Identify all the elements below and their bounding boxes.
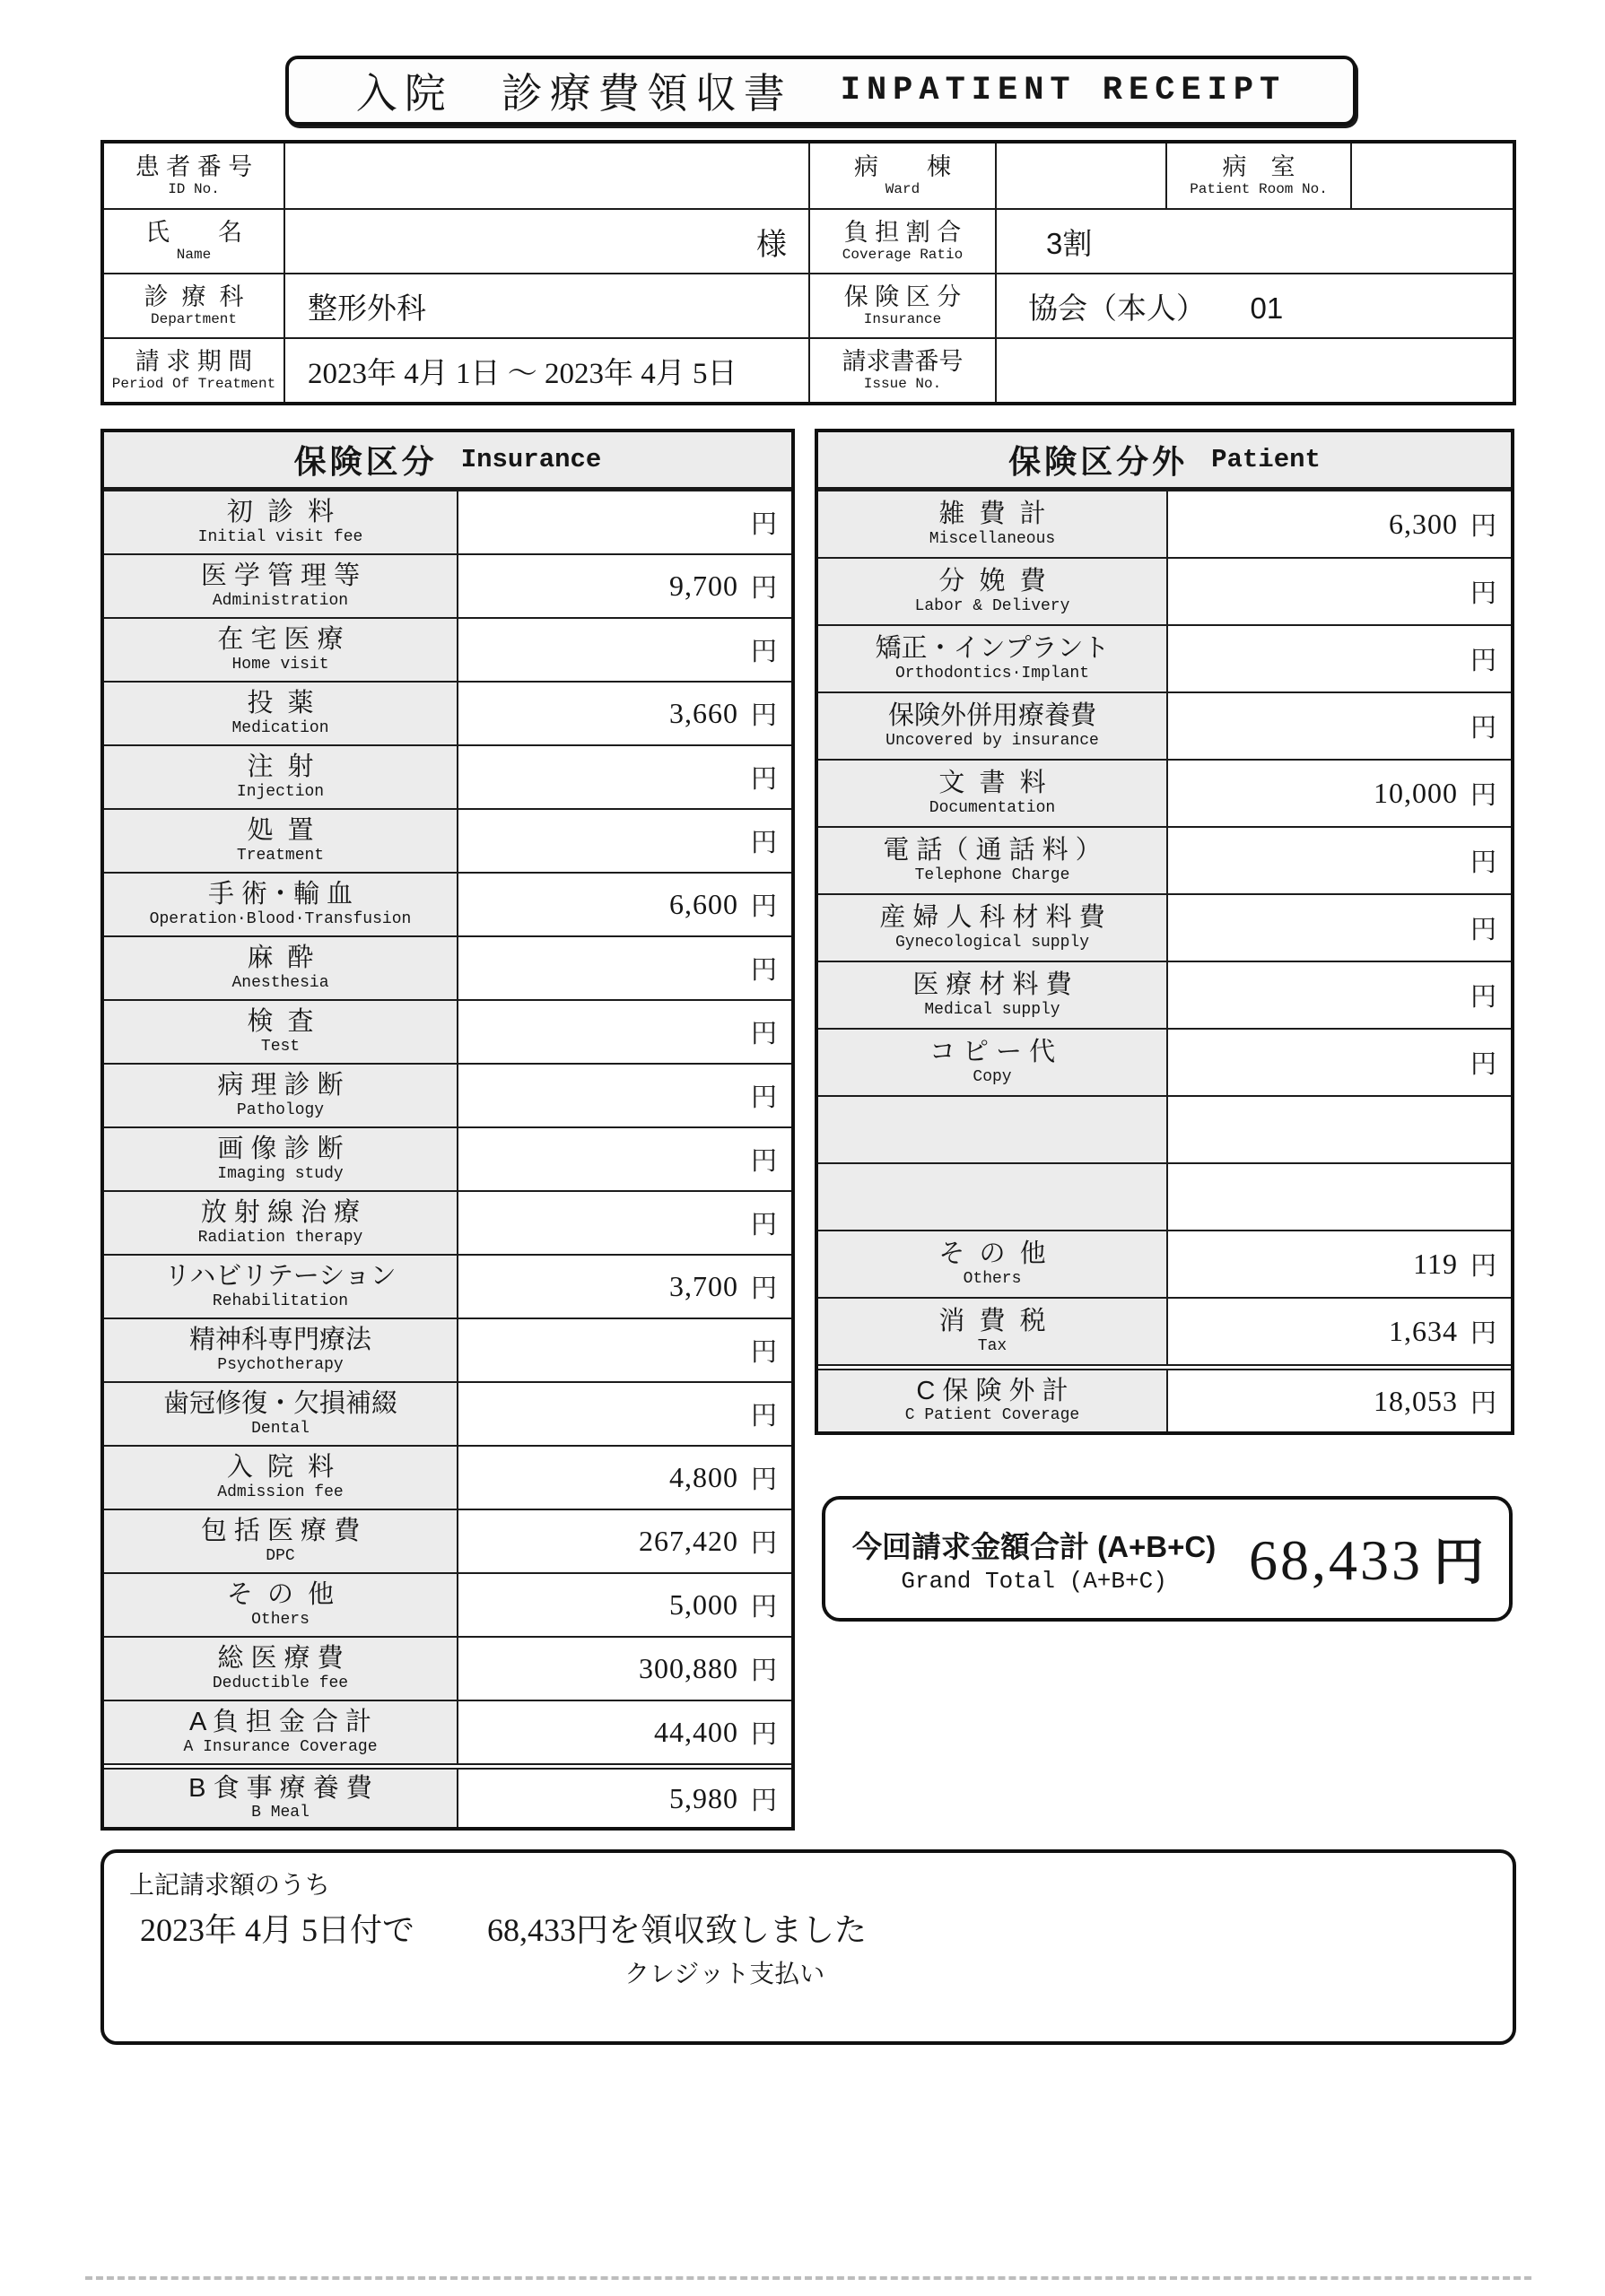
fee-row-amount: 6,300: [1388, 508, 1458, 540]
fee-row-label-en: Admission fee: [217, 1483, 344, 1501]
fee-row-value: [458, 1319, 791, 1381]
fee-row-unit: 円: [1470, 1319, 1496, 1348]
period-value: 2023年 4月 1日 ～ 2023年 4月 5日: [283, 339, 808, 402]
fee-row-label-jp: 注 射: [247, 752, 314, 782]
patient-fee-table: [815, 429, 1514, 1435]
fee-row-value: [458, 746, 791, 808]
fee-row-label: [818, 1164, 1168, 1230]
fee-row-value: [458, 1447, 791, 1509]
fee-row: [104, 1509, 791, 1572]
fee-row: [104, 744, 791, 808]
issue-no-label: [808, 339, 995, 402]
fee-row-label-jp: 在 宅 医 療: [217, 625, 344, 655]
department-label-en: Department: [150, 310, 237, 327]
fee-row-unit: 円: [1470, 579, 1496, 608]
insurance-fee-table: [100, 429, 795, 1831]
fee-row-unit: 円: [1470, 983, 1496, 1012]
fee-row-label-jp: 病 理 診 断: [217, 1071, 344, 1100]
fee-row-value: [458, 683, 791, 744]
fee-row: [818, 1297, 1511, 1364]
receipt-title-jp: 入院 診療費領収書: [355, 71, 792, 117]
fee-row-unit: 円: [750, 1020, 777, 1048]
receipt-note-line1: 上記請求額のうち: [129, 1872, 331, 1900]
fee-row-label-jp: リハビリテーション: [164, 1262, 397, 1292]
fee-row-unit: 円: [1470, 1252, 1496, 1281]
fee-row-label-en: Radiation therapy: [197, 1228, 363, 1247]
fee-row: [104, 1063, 791, 1126]
fee-row: [104, 1572, 791, 1636]
fee-row-label-jp: 保険外併用療養費: [887, 701, 1096, 731]
fee-row-label-jp: 放 射 線 治 療: [200, 1198, 361, 1228]
grand-total-box: [822, 1496, 1513, 1622]
fee-row-label: [818, 761, 1168, 826]
fee-row-label: [104, 683, 458, 744]
fee-row-label: [818, 1030, 1168, 1095]
fee-row-value: [458, 1701, 791, 1763]
fee-row-unit: 円: [750, 1465, 777, 1494]
fee-row-label: [818, 1299, 1168, 1364]
fee-row-unit: 円: [1470, 916, 1496, 944]
insurance-fee-table-title-en: Insurance: [460, 445, 602, 474]
fee-row-label-en: B Meal: [251, 1804, 310, 1822]
fee-row-label: [818, 962, 1168, 1028]
fee-row-value: [1168, 1299, 1511, 1364]
fee-row-value: [1168, 491, 1511, 557]
patient-fee-table-header: [818, 432, 1511, 490]
fee-row-label: [104, 937, 458, 999]
grand-total-amount-value: 68,433: [1249, 1528, 1423, 1592]
patient-info-row-4: [104, 337, 1513, 402]
fee-row-label-en: Anesthesia: [231, 973, 329, 992]
department-value: 整形外科: [283, 274, 808, 337]
grand-total-amount: [1249, 1523, 1484, 1595]
patient-fee-table-title-en: Patient: [1211, 445, 1321, 474]
fee-row-unit: 円: [750, 892, 777, 921]
fee-row-label-en: DPC: [266, 1546, 295, 1565]
fee-row-label-jp: 医 学 管 理 等: [200, 561, 361, 591]
fee-row-unit: 円: [750, 765, 777, 794]
fee-row-label-en: Tax: [977, 1336, 1007, 1355]
fee-row-amount: 6,600: [668, 888, 738, 920]
fee-row-unit: 円: [750, 1402, 777, 1431]
fee-row-label: [818, 828, 1168, 893]
fee-row-label-jp: 分 娩 費: [938, 567, 1046, 596]
patient-id-value: [283, 144, 808, 208]
fee-row-value: [1168, 1164, 1511, 1230]
insurance-fee-table-header: [104, 432, 791, 490]
fee-row-label-en: Administration: [212, 591, 349, 610]
fee-row-label-en: Labor & Delivery: [914, 596, 1070, 615]
fee-row: [818, 893, 1511, 961]
fee-row-label-en: Home visit: [231, 655, 329, 674]
fee-row-label-jp: 文 書 料: [938, 769, 1046, 798]
period-label-jp: 請 求 期 間: [135, 348, 253, 376]
fee-row-label: [104, 619, 458, 681]
fee-row-unit: 円: [1470, 512, 1496, 541]
fee-row-label-en: Others: [251, 1610, 310, 1629]
insurance-type-label-en: Insurance: [863, 310, 942, 327]
receipt-note-amount: 68,433円を領収致しました: [487, 1912, 868, 1948]
period-label-en: Period Of Treatment: [111, 375, 276, 392]
coverage-ratio-label: [808, 210, 995, 273]
patient-id-label-jp: 患 者 番 号: [135, 153, 253, 181]
department-label: [104, 274, 283, 337]
name-label: [104, 210, 283, 273]
fee-row-label-jp: そ の 他: [938, 1239, 1046, 1269]
insurance-type-label-jp: 保 険 区 分: [843, 283, 962, 311]
fee-row: [104, 1318, 791, 1381]
issue-no-label-jp: 請求書番号: [842, 348, 964, 376]
fee-row-label-en: Uncovered by insurance: [885, 731, 1099, 750]
fee-row-label-jp: 医 療 材 料 費: [912, 970, 1072, 1000]
fee-row: [104, 935, 791, 999]
fee-row-label-jp: 処 置: [247, 816, 314, 846]
fee-row-unit: 円: [1470, 1388, 1496, 1418]
fee-row-amount: 4,800: [668, 1461, 738, 1493]
fee-row-value: [458, 491, 791, 553]
fee-row: [818, 961, 1511, 1028]
fee-row-unit: 円: [750, 1720, 777, 1749]
fee-row-label: [104, 874, 458, 935]
fee-row-unit: 円: [750, 638, 777, 666]
fee-row-label-jp: A 負 担 金 合 計: [188, 1708, 372, 1737]
patient-id-label: [104, 144, 283, 208]
fee-row-label-jp: 入 院 料: [226, 1453, 335, 1483]
fee-row-label-en: Others: [963, 1269, 1022, 1288]
fee-row-label: [818, 895, 1168, 961]
fee-row-label-jp: コ ピ ー 代: [929, 1038, 1056, 1067]
fee-row: [104, 1190, 791, 1254]
fee-row-unit: 円: [750, 1338, 777, 1367]
fee-row-label-en: Psychotherapy: [217, 1355, 344, 1374]
fee-row-label: [104, 1001, 458, 1063]
fee-row-label: [104, 1447, 458, 1509]
issue-no-label-en: Issue No.: [863, 375, 942, 392]
fee-row-amount: 3,700: [668, 1270, 738, 1302]
receipt-note-box: [100, 1849, 1516, 2045]
fee-row-value: [1168, 1370, 1511, 1431]
fee-row-label-en: Documentation: [929, 798, 1056, 817]
name-label-jp: 氏 名: [145, 219, 242, 247]
fee-row-value: [458, 1001, 791, 1063]
fee-row-label: [104, 1701, 458, 1763]
ward-label-en: Ward: [885, 180, 920, 197]
fee-row-unit: 円: [750, 574, 777, 603]
name-honorific: 様: [756, 227, 787, 262]
fee-row-label: [104, 1128, 458, 1190]
fee-row-amount: 10,000: [1373, 777, 1458, 809]
grand-total-label-jp: 今回請求金額合計 (A+B+C): [852, 1529, 1217, 1563]
fee-row-value: [458, 937, 791, 999]
fee-row-label-jp: 雑 費 計: [938, 500, 1046, 529]
fee-row-unit: 円: [1470, 781, 1496, 810]
fee-row-unit: 円: [750, 956, 777, 985]
fee-row-value: [1168, 693, 1511, 759]
fee-row-label-jp: そ の 他: [226, 1580, 335, 1610]
fee-row-value: [458, 1192, 791, 1254]
fee-row-value: [458, 1574, 791, 1636]
fee-row-label: [104, 1510, 458, 1572]
fee-row-label-en: A Insurance Coverage: [183, 1737, 378, 1756]
fee-row-value: [458, 1770, 791, 1827]
fee-row: [818, 1095, 1511, 1162]
room-label: [1165, 144, 1350, 208]
fee-row-label-jp: B 食 事 療 養 費: [188, 1773, 372, 1803]
fee-row-label-en: Gynecological supply: [894, 933, 1090, 952]
fee-row-unit: 円: [750, 1593, 777, 1622]
fee-row-label: [818, 491, 1168, 557]
insurance-type-value: 協会（本人） 01: [995, 274, 1513, 337]
fee-row-label: [104, 1319, 458, 1381]
name-value: [283, 210, 808, 273]
fee-row-label: [104, 1574, 458, 1636]
fee-row-unit: 円: [750, 1211, 777, 1239]
fee-row-label: [818, 626, 1168, 691]
fee-row: [818, 759, 1511, 826]
fee-row: [104, 999, 791, 1063]
fee-row-label-en: Initial visit fee: [197, 527, 363, 546]
name-label-en: Name: [176, 246, 212, 263]
fee-row-amount: 9,700: [668, 570, 738, 602]
fee-row-label: [818, 1231, 1168, 1297]
fee-row-label-en: Operation·Blood·Transfusion: [149, 909, 412, 928]
fee-row-label-en: Medical supply: [924, 1000, 1060, 1019]
fee-row: [818, 826, 1511, 893]
fee-row: [104, 681, 791, 744]
fee-row-amount: 267,420: [638, 1525, 738, 1557]
grand-total-label: [852, 1524, 1216, 1595]
ward-value: [995, 144, 1165, 208]
fee-row-value: [458, 810, 791, 872]
fee-row: [104, 1381, 791, 1445]
fee-row-value: [1168, 962, 1511, 1028]
fee-row-label-en: Telephone Charge: [914, 865, 1070, 884]
fee-row-unit: 円: [1470, 647, 1496, 675]
ward-label: [808, 144, 995, 208]
fee-row-label-en: Copy: [973, 1067, 1012, 1086]
fee-row-amount: 1,634: [1388, 1315, 1458, 1347]
fee-row-unit: 円: [750, 1786, 777, 1815]
fee-row-label-jp: 総 医 療 費: [217, 1644, 344, 1674]
fee-row-label: [104, 1638, 458, 1700]
fee-row-label-en: Test: [260, 1037, 301, 1056]
fee-row: [104, 1254, 791, 1318]
fee-row-label: [104, 1192, 458, 1254]
fee-row-label: [104, 1383, 458, 1445]
fee-row-label-jp: 検 査: [247, 1007, 314, 1037]
fee-row-label: [104, 810, 458, 872]
receipt-note-date: 2023年 4月 5日付で: [140, 1912, 415, 1948]
ward-label-jp: 病 棟: [854, 153, 951, 181]
patient-fee-table-title-jp: 保険区分外: [1008, 443, 1189, 480]
fee-row-label-en: Orthodontics·Implant: [894, 664, 1090, 683]
fee-row-label-jp: C 保 険 外 計: [916, 1376, 1069, 1405]
fee-row-amount: 44,400: [653, 1716, 738, 1748]
fee-row-label-jp: 精神科専門療法: [188, 1326, 371, 1355]
fee-row-value: [458, 619, 791, 681]
fee-row-label-jp: 包 括 医 療 費: [200, 1517, 361, 1546]
fee-row-label-jp: 消 費 税: [938, 1307, 1046, 1336]
fee-row-amount: 5,980: [668, 1781, 738, 1814]
fee-row-value: [1168, 1231, 1511, 1297]
receipt-title-box: [285, 56, 1356, 126]
fee-row-unit: 円: [750, 1083, 777, 1112]
fee-row-unit: 円: [750, 829, 777, 857]
fee-row-value: [1168, 559, 1511, 624]
fee-row-value: [458, 1383, 791, 1445]
period-label: [104, 339, 283, 402]
fee-row: [104, 617, 791, 681]
coverage-ratio-value: 3割: [995, 210, 1513, 273]
fee-row-label: [104, 746, 458, 808]
patient-info-table: [100, 140, 1516, 405]
receipt-title-en: INPATIENT RECEIPT: [840, 72, 1287, 109]
fee-row: [818, 1230, 1511, 1297]
fee-row-label: [104, 555, 458, 617]
patient-info-row-3: [104, 273, 1513, 337]
fee-row-value: [1168, 761, 1511, 826]
fee-row: [104, 1636, 791, 1700]
fee-row-value: [1168, 626, 1511, 691]
fee-row-value: [458, 1065, 791, 1126]
fee-row-unit: 円: [750, 1147, 777, 1176]
fee-row-value: [458, 1128, 791, 1190]
fee-row-label-jp: 歯冠修復・欠損補綴: [162, 1389, 397, 1419]
fee-row-label-jp: 麻 酔: [247, 944, 314, 973]
fee-row-label: [104, 491, 458, 553]
fee-row: [104, 490, 791, 553]
fee-row-value: [1168, 895, 1511, 961]
fee-row-label-jp: 矯正・インプラント: [875, 634, 1110, 664]
fee-row-amount: 3,660: [668, 697, 738, 729]
fee-row-label: [818, 559, 1168, 624]
patient-info-row-2: [104, 208, 1513, 273]
fee-row-value: [458, 1510, 791, 1572]
insurance-type-label: [808, 274, 995, 337]
fee-row-unit: 円: [1470, 1050, 1496, 1079]
fee-row-label-jp: 電 話（ 通 話 料 ）: [883, 836, 1102, 865]
insurance-fee-table-title-jp: 保険区分: [293, 443, 438, 480]
issue-no-value: [995, 339, 1513, 402]
receipt-note-line2: [129, 1905, 1487, 1951]
fee-row-label: [818, 693, 1168, 759]
fee-row-value: [458, 1256, 791, 1318]
fee-row-unit: 円: [750, 1657, 777, 1685]
fee-row: [104, 1700, 791, 1763]
fee-row-amount: 119: [1413, 1248, 1458, 1280]
patient-info-row-1: [104, 144, 1513, 208]
fee-row-label-en: Injection: [236, 782, 325, 801]
fee-row-label-en: C Patient Coverage: [904, 1406, 1080, 1425]
fee-row-label: [818, 1097, 1168, 1162]
fee-row-unit: 円: [750, 1274, 777, 1303]
fee-row-label: [104, 1256, 458, 1318]
fee-row-unit: 円: [750, 1529, 777, 1558]
fee-row-label: [104, 1065, 458, 1126]
fee-row: [104, 1763, 791, 1827]
fee-row-label-jp: 手 術・輸 血: [207, 880, 353, 909]
fee-row-label-en: Deductible fee: [212, 1674, 349, 1692]
fee-row-label-jp: 投 薬: [247, 689, 314, 718]
room-label-jp: 病 室: [1222, 153, 1295, 181]
fee-row-label-en: Medication: [231, 718, 329, 737]
fee-row-value: [1168, 1030, 1511, 1095]
fee-row: [818, 624, 1511, 691]
fee-row-label-jp: 初 診 料: [226, 498, 335, 527]
fee-row-label-jp: 画 像 診 断: [217, 1135, 344, 1164]
fee-row: [104, 553, 791, 617]
fee-row: [818, 691, 1511, 759]
fee-row: [818, 1028, 1511, 1095]
fee-row-value: [1168, 828, 1511, 893]
room-value: [1350, 144, 1513, 208]
fee-row: [104, 872, 791, 935]
fee-row-label-en: Miscellaneous: [929, 529, 1056, 548]
fee-row-label-en: Rehabilitation: [212, 1292, 349, 1310]
fee-row: [818, 490, 1511, 557]
fee-row-label: [104, 1770, 458, 1827]
fee-row-unit: 円: [750, 510, 777, 539]
grand-total-label-en: Grand Total (A+B+C): [901, 1567, 1167, 1595]
fee-row: [104, 808, 791, 872]
fee-row-label: [818, 1370, 1168, 1431]
fee-row-label-en: Pathology: [236, 1100, 325, 1119]
fee-row-label-en: Treatment: [236, 846, 325, 865]
coverage-ratio-label-en: Coverage Ratio: [842, 246, 964, 263]
patient-id-label-en: ID No.: [168, 180, 220, 197]
fee-row-value: [458, 1638, 791, 1700]
fee-row: [818, 1364, 1511, 1431]
fee-row: [818, 557, 1511, 624]
grand-total-amount-unit: 円: [1434, 1534, 1484, 1590]
fee-row: [818, 1162, 1511, 1230]
department-label-jp: 診 療 科: [144, 283, 244, 311]
fee-row-amount: 5,000: [668, 1588, 738, 1621]
fee-row-unit: 円: [1470, 848, 1496, 877]
fee-row-label-en: Imaging study: [217, 1164, 344, 1183]
coverage-ratio-label-jp: 負 担 割 合: [843, 219, 962, 247]
fee-row-amount: 300,880: [638, 1652, 738, 1684]
receipt-note-payment-method: クレジット支払い: [624, 1960, 825, 1987]
fee-row-unit: 円: [750, 701, 777, 730]
fee-row-label-jp: 産 婦 人 科 材 料 費: [879, 903, 1105, 933]
fee-row-value: [1168, 1097, 1511, 1162]
fee-row-value: [458, 874, 791, 935]
fee-row-value: [458, 555, 791, 617]
scan-artifact-line: [85, 2276, 1531, 2280]
fee-row-label-en: Dental: [251, 1419, 310, 1438]
fee-row: [104, 1445, 791, 1509]
fee-row-unit: 円: [1470, 714, 1496, 743]
fee-row-amount: 18,053: [1373, 1384, 1458, 1417]
room-label-en: Patient Room No.: [1190, 180, 1328, 197]
fee-row: [104, 1126, 791, 1190]
